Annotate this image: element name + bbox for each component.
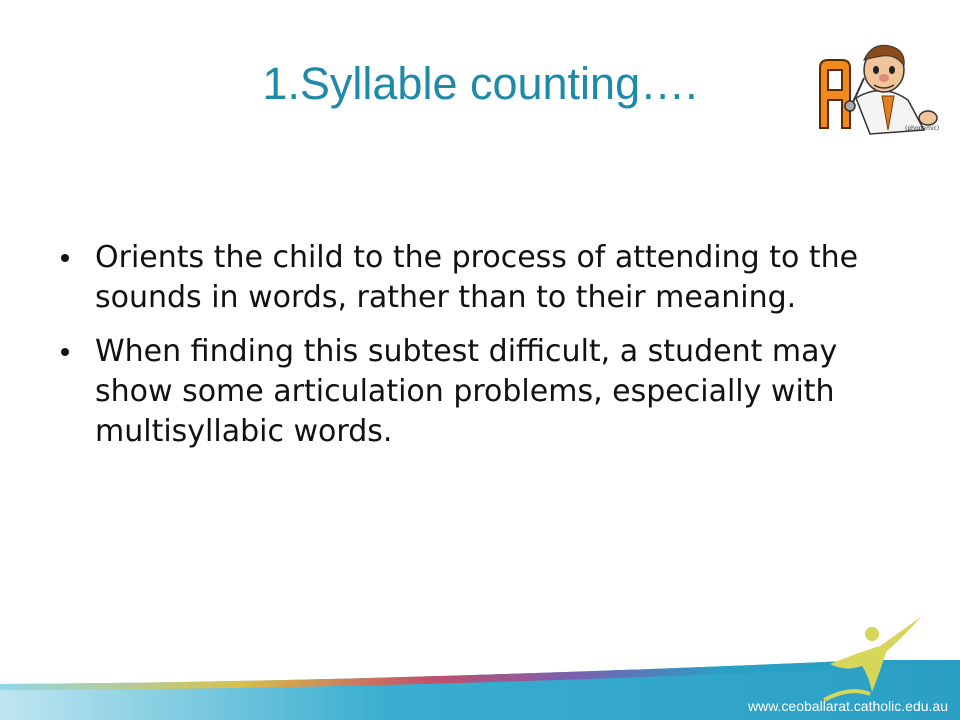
doctor-with-stethoscope-letter-a-icon [812, 38, 942, 138]
bullet-text: When finding this subtest difficult, a student may show some articulation problems, especially with multisyllabic words. [95, 334, 838, 449]
person-star-logo-icon [810, 612, 930, 708]
bullet-dot-icon [61, 348, 69, 356]
bullet-list [55, 238, 885, 466]
footer-url[interactable]: www.ceoballarat.catholic.edu.au [747, 698, 948, 714]
bullet-dot-icon [61, 254, 69, 262]
bullet-item [55, 332, 885, 452]
bullet-text: Orients the child to the process of attending to the sounds in words, rather than to their meaning. [95, 240, 859, 315]
bullet-item [55, 238, 885, 318]
clipart-caption: (phonemic) [905, 125, 940, 132]
slide-title: 1.Syllable counting…. [262, 58, 698, 109]
